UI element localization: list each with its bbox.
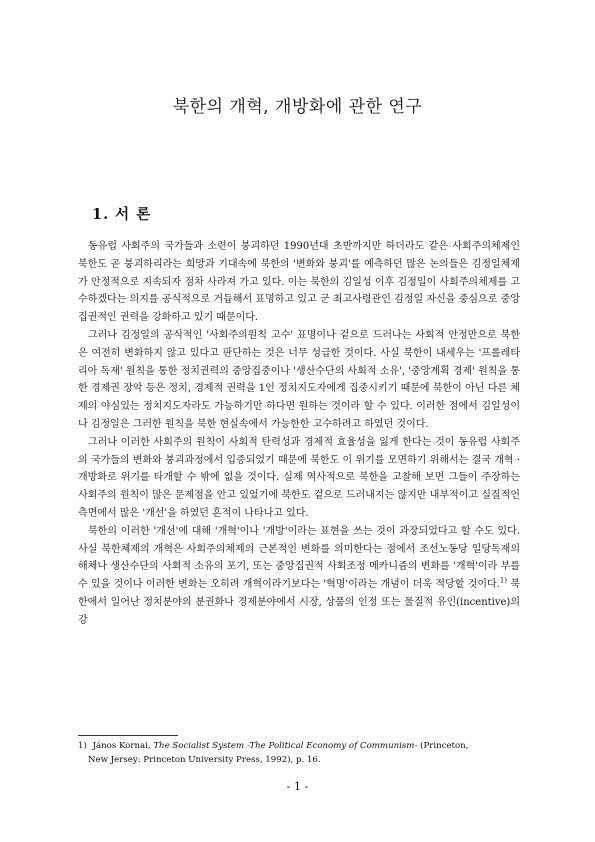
footnote-book-title: The Socialist System -The Political Economy of Communism-	[153, 741, 418, 751]
paragraph: 동유럽 사회주의 국가들과 소련이 붕괴하던 1990년대 초반까지만 하더라도 같은 사회주의체제인 북한도 곧 붕괴하리라는 희망과 기대속에 북한의 '변화와 붕괴'를 예측하던 많은 논의들은 김정일체제가 안정적으로 지속되자 점차 사라져 가고 있다. 이는 북한의 김일성 이후 김정일이 사회주의체제를 고수하겠다는 의지를 공식적으로 거듭해서 표명하고 있고 군 최고사령관인 김정일 자신을 중심으로 중앙집권적인 권력을 강화하고 있기 때문이다.	[78, 241, 520, 324]
footnote-author: János Kornai,	[92, 741, 151, 751]
paragraph-text: 북한의 이러한 '개선'에 대해 '개혁'이나 '개방'이라는 표현을 쓰는 것이 과장되었다고 할 수도 있다. 사실 북한체제의 개혁은 사회주의체제의 근본적인 변화를 의미한다는 점에서 조선노동당 일당독재의 해체나 생산수단의 사회적 소유의 포기, 또는 중앙집권적 사회조정 메카니즘의 변화를 '개혁'이라 부를 수 있을 것이나 이러한 변화는 오히려 개혁이라기보다는 '혁명'이라는 개념이 더욱 적당할 것이다.	[78, 525, 520, 591]
paragraph: 그러나 김정일의 공식적인 '사회주의원칙 고수' 표명이나 겉으로 드러나는 사회적 안정만으로 북한은 여전히 변화하지 않고 있다고 판단하는 것은 너무 성급한 것이다. 사실 북한이 내세우는 '프롤레타리아 독재' 원칙을 통한 정치권력의 중앙집중이나 '생산수단의 사회적 소유', '중앙계획 경제' 원칙을 통한 경제권 장악 등은 정치, 경제적 권력을 1인 정치지도자에게 집중시키기 때문에 북한이 아닌 다른 체제의 야심있는 정치지도자라도 가능하기만 하다면 원하는 것이라 할 수 있다. 이러한 점에서 김일성이나 김정일은 그러한 원칙을 북한 현실속에서 가능한한 고수하려고 하였던 것이다.	[78, 329, 520, 430]
document-title: 북한의 개혁, 개방화에 관한 연구	[172, 97, 423, 117]
footnote-reference: 1)	[499, 576, 508, 585]
footnote-divider	[78, 735, 178, 736]
paragraph: 그러나 이러한 사회주의 원칙이 사회적 탄력성과 경제적 효율성을 잃게 한다는 것이 동유럽 사회주의 국가들의 변화와 붕괴과정에서 입증되었기 때문에 북한도 이 위기를 모면하기 위해서는 결국 개혁 · 개방화로 위기를 타개할 수 밖에 없을 것이다. 실제 역사적으로 북한을 고찰해 보면 그들이 주장하는 사회주의 원칙이 많은 문제점을 안고 있었기에 북한도 겉으로 드러내지는 않지만 내부적이고 실질적인 측면에서 많은 '개선'을 하였던 흔적이 나타나고 있다.	[78, 436, 520, 519]
page-number: - 1 -	[286, 780, 309, 793]
footnote-index: 1)	[78, 741, 87, 751]
section-heading: 1. 서 론	[92, 206, 152, 223]
paragraph	[78, 523, 520, 630]
paragraph-text: 북한에서 일어난 정치분야의 분권화나 경제분야에서 시장, 상품의 인정 또는 물질적 유인(incentive)의 강	[78, 579, 521, 626]
footnote-continuation: New Jersey: Princeton University Press, 1992), p. 16.	[88, 755, 321, 765]
body-text	[78, 238, 520, 630]
footnote-place: (Princeton,	[420, 741, 469, 751]
footnote	[78, 739, 520, 767]
